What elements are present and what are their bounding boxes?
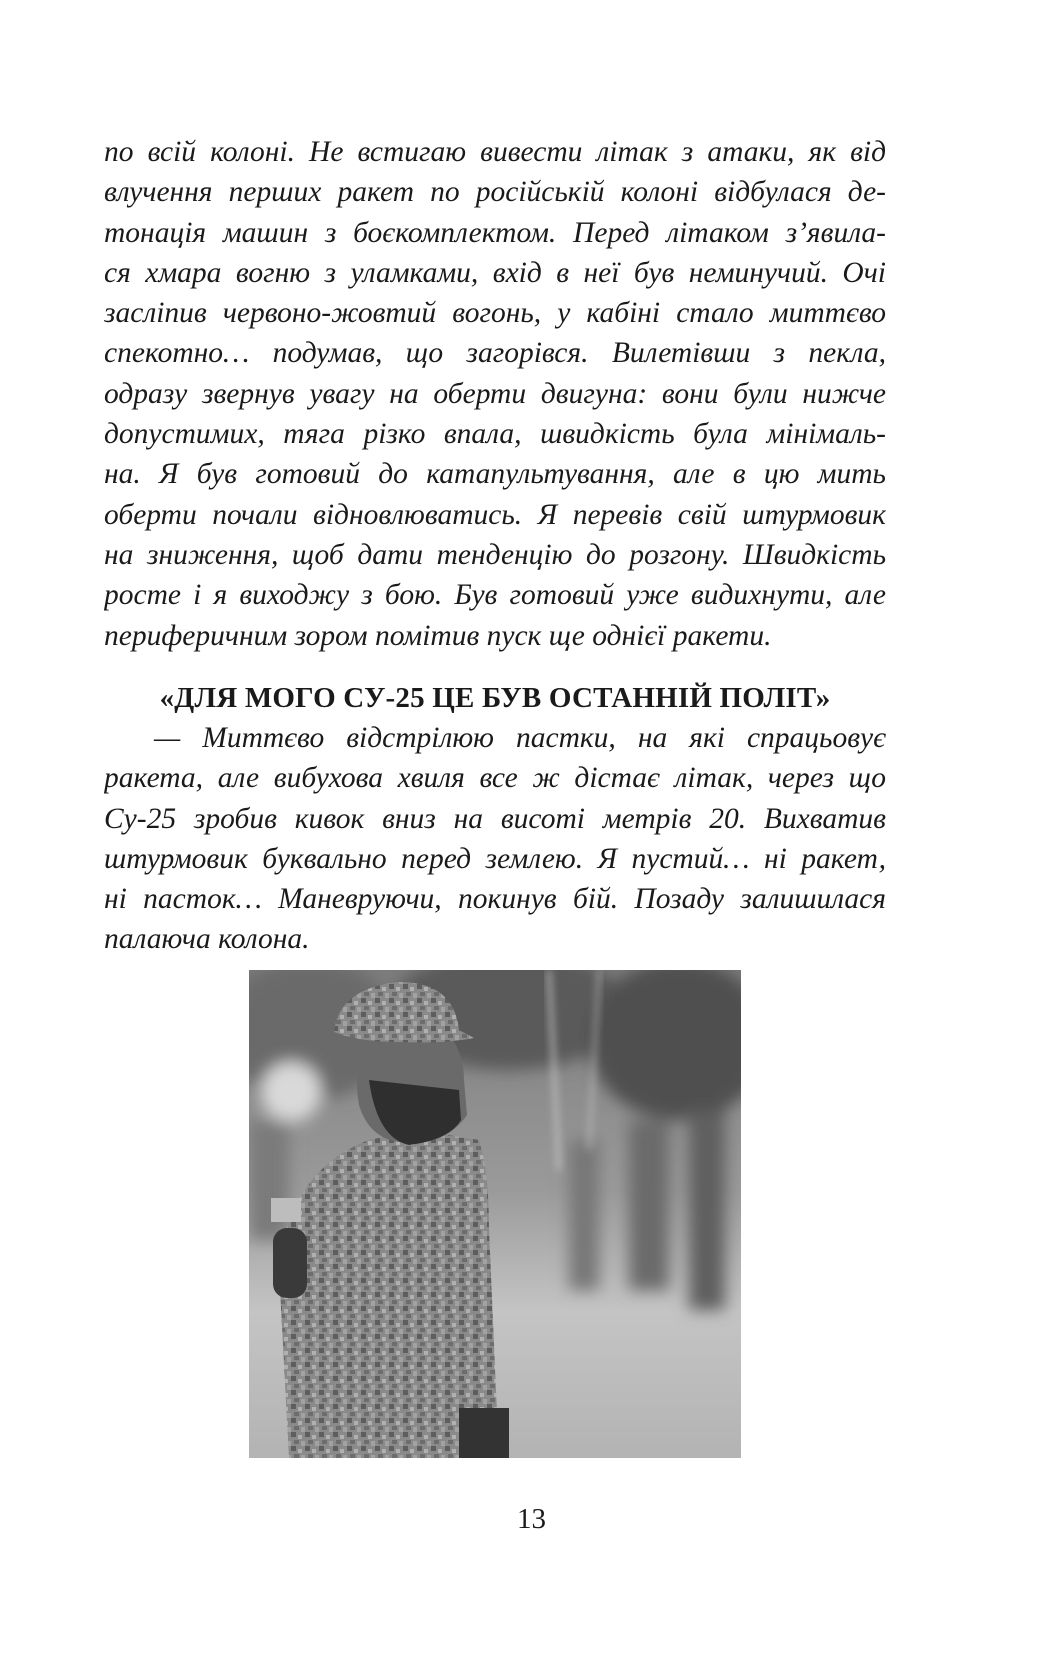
soldier-photo xyxy=(249,970,741,1458)
text-line: — Миттєво відстрілюю пастки, на які спрацьовує xyxy=(154,722,886,754)
text-line: на. Я був готовий до катапультування, але в цю мить xyxy=(104,458,886,491)
text-line: оберти почали відновлюватись. Я перевів свій штурмовик xyxy=(104,498,886,531)
text-line: Су-25 зробив кивок вниз на висоті метрів 20. Вихватив xyxy=(104,802,886,835)
text-line: допустимих, тяга різко впала, швидкість була мінімаль- xyxy=(104,418,886,451)
section-heading: «ДЛЯ МОГО СУ-25 ЦЕ БУВ ОСТАННІЙ ПОЛІТ» xyxy=(159,682,831,714)
text-line: палаюча колона. xyxy=(104,923,310,956)
text-line: влучення перших ракет по російській колоні відбулася де- xyxy=(104,176,886,209)
quote-paragraph xyxy=(104,718,886,960)
text-line: одразу звернув увагу на оберти двигуна: вони були нижче xyxy=(104,377,886,410)
text-line: спекотно… подумав, що загорівся. Вилетівши з пекла, xyxy=(104,337,886,370)
text-line: штурмовик буквально перед землею. Я пустий… ні ракет, xyxy=(104,842,886,875)
text-line: ся хмара вогню з уламками, вхід в неї був неминучий. Очі xyxy=(104,256,886,289)
text-line: по всій колоні. Не встигаю вивести літак з атаки, як від xyxy=(104,136,886,168)
text-line: периферичним зором помітив пуск ще однієї ракети. xyxy=(104,619,772,652)
page-number: 13 xyxy=(517,1503,546,1535)
body-paragraph xyxy=(104,132,886,656)
text-line: росте і я виходжу з бою. Був готовий уже видихнути, але xyxy=(104,579,886,612)
text-line: тонація машин з боєкомплектом. Перед літаком з’явила- xyxy=(104,216,886,249)
text-line: ні пасток… Маневруючи, покинув бій. Позаду залишилася xyxy=(104,883,886,916)
text-line: на зниження, щоб дати тенденцію до розгону. Швидкість xyxy=(104,538,886,571)
text-line: ракета, але вибухова хвиля все ж дістає літак, через що xyxy=(104,762,886,795)
text-line: засліпив червоно-жовтий вогонь, у кабіні стало миттєво xyxy=(104,297,886,330)
